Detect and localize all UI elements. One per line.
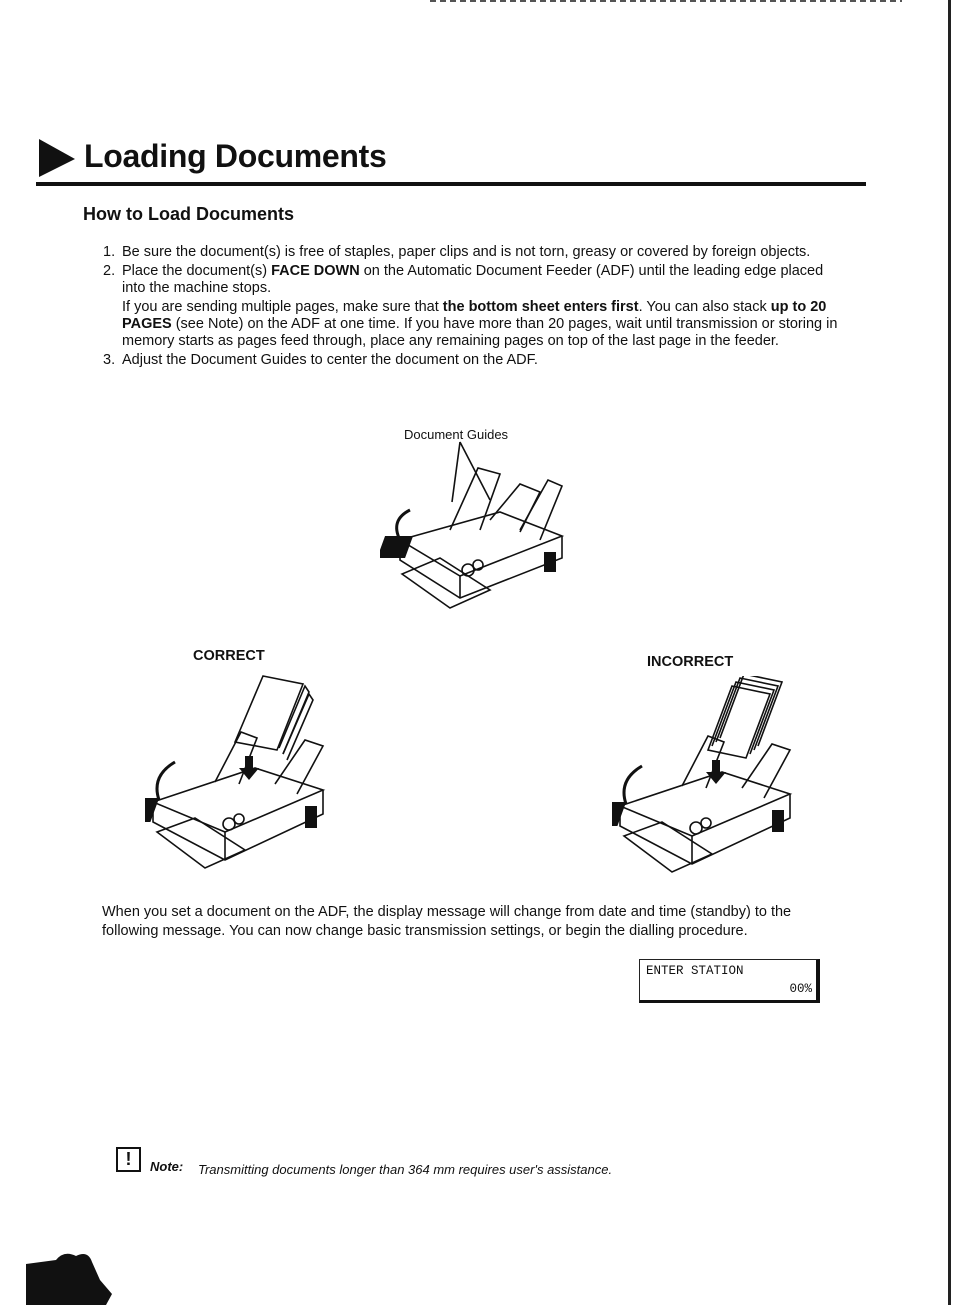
- lcd-display: [639, 959, 820, 1003]
- step-text: If you are sending multiple pages, make sure that: [122, 299, 443, 315]
- step-paragraph: [122, 352, 848, 369]
- step-paragraph: [122, 263, 848, 297]
- lcd-line-1: ENTER STATION: [646, 964, 744, 978]
- page-number-tab-graphic: [26, 1250, 116, 1305]
- instruction-list: [103, 244, 848, 371]
- correct-caption: CORRECT: [193, 648, 265, 664]
- step-text: (see Note) on the ADF at one time. If you have more than 20 pages, wait until transmission or storing in memory starts as pages feed through, place any remaining pages on top of the last page in the feeder.: [122, 316, 838, 349]
- step-text: Be sure the document(s) is free of staples, paper clips and is not torn, greasy or covered by foreign objects.: [122, 244, 811, 260]
- step-text: . You can also stack: [638, 299, 771, 315]
- step-number: 2.: [103, 263, 116, 279]
- emphasis-text: up to 20 PAGES: [122, 299, 827, 332]
- note-label: Note:: [150, 1159, 184, 1174]
- incorrect-caption: INCORRECT: [647, 654, 734, 670]
- step-text: Place the document(s): [122, 263, 272, 279]
- emphasis-text: the bottom sheet enters first: [442, 299, 639, 315]
- fax-machine-incorrect-illustration: [612, 676, 802, 881]
- page-title: Loading Documents: [84, 138, 387, 174]
- note-warning-icon: !: [116, 1147, 141, 1172]
- fax-machine-correct-illustration: [145, 672, 335, 877]
- step-number: 3.: [103, 352, 116, 368]
- emphasis-text: FACE DOWN: [271, 263, 360, 279]
- instruction-step: [103, 352, 848, 369]
- lcd-line-2: 00%: [789, 982, 812, 996]
- title-arrow-icon: [37, 137, 77, 179]
- step-paragraph: [122, 244, 848, 261]
- note-text: Transmitting documents longer than 364 mm requires user's assistance.: [198, 1162, 613, 1177]
- section-heading: How to Load Documents: [83, 204, 294, 224]
- step-number: 1.: [103, 244, 116, 260]
- display-message-paragraph: When you set a document on the ADF, the display message will change from date and time (standby) to the following message. You can now change basic transmission settings, or begin the dialling procedure.: [102, 904, 792, 939]
- top-dashed-rule: [430, 0, 902, 2]
- step-text: on the Automatic Document Feeder (ADF) until the leading edge placed into the machine stops.: [122, 263, 824, 296]
- instruction-step: [103, 244, 848, 261]
- instruction-step: [103, 263, 848, 350]
- step-text: Adjust the Document Guides to center the document on the ADF.: [122, 352, 538, 368]
- document-guides-label: Document Guides: [404, 427, 509, 442]
- title-underline: [36, 182, 866, 186]
- page-edge-line: [948, 0, 951, 1305]
- fax-machine-guides-illustration: [380, 440, 580, 620]
- step-paragraph: [122, 299, 848, 350]
